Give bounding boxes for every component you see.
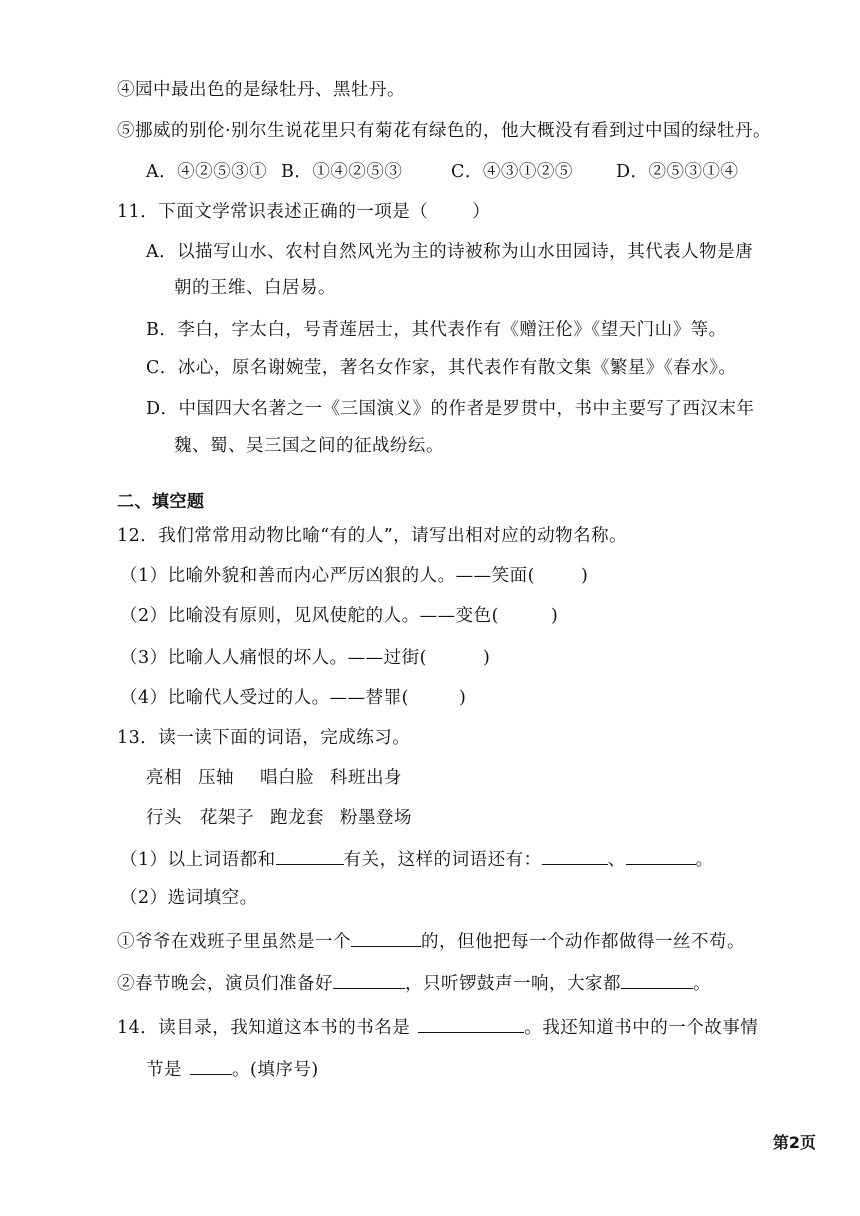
q14-plot-blank[interactable]	[190, 1056, 232, 1075]
word: 亮相	[146, 768, 182, 788]
q14-line-1	[117, 1014, 758, 1040]
q13-word-row-1	[146, 766, 402, 790]
q14-book-title-blank[interactable]	[418, 1014, 524, 1033]
paren-close: )	[482, 648, 491, 668]
paren-close: )	[580, 566, 589, 586]
page-number: 第2页	[772, 1133, 816, 1152]
q12-item-text: （1）比喻外貌和善而内心严厉凶狠的人。——笑面(	[120, 566, 535, 586]
word: 跑龙套	[270, 808, 324, 828]
q14-line-2	[146, 1056, 319, 1082]
q13-part1-blank-a[interactable]	[276, 846, 344, 865]
q13-part1-blank-c[interactable]	[626, 846, 696, 865]
section-title-fill-blank: 二、填空题	[117, 492, 205, 512]
q11-option-b[interactable]: B．李白，字太白，号青莲居士，其代表作有《赠汪伦》《望天门山》等。	[146, 320, 727, 340]
q11-paren-close: ）	[472, 202, 491, 222]
q11-option-a-line2: 朝的王维、白居易。	[174, 278, 336, 298]
sentence-text: ，只听锣鼓声一响，大家都	[405, 974, 621, 994]
q13-sentence1-blank[interactable]	[351, 928, 421, 947]
option-letter: C．	[451, 162, 483, 182]
period: 。	[695, 850, 714, 870]
q10-item-5: ⑤挪威的别伦·别尔生说花里只有菊花有绿色的，他大概没有看到过中国的绿牡丹。	[117, 121, 772, 141]
option-text: ②⑤③①④	[648, 162, 739, 182]
q10-option-d[interactable]	[616, 160, 739, 184]
q14-text: 节是	[146, 1060, 182, 1080]
q13-stem: 13．读一读下面的词语，完成练习。	[117, 728, 411, 748]
word: 粉墨登场	[340, 808, 412, 828]
separator: 、	[607, 850, 626, 870]
word: 压轴	[198, 768, 234, 788]
q10-item-4: ④园中最出色的是绿牡丹、黑牡丹。	[117, 80, 405, 100]
q13-word-row-2	[146, 806, 412, 830]
word: 唱白脸	[260, 768, 314, 788]
q12-item-text: （4）比喻代人受过的人。——替罪(	[120, 688, 409, 708]
q14-text: 14．读目录，我知道这本书的书名是	[117, 1018, 411, 1038]
sentence-text: 的，但他把每一个动作都做得一丝不苟。	[421, 932, 745, 952]
option-letter: A．	[146, 162, 178, 182]
q10-option-c[interactable]	[451, 160, 616, 184]
q11-option-d-line1[interactable]: D．中国四大名著之一《三国演义》的作者是罗贯中，书中主要写了西汉末年	[146, 399, 755, 419]
q12-item-text: （3）比喻人人痛恨的坏人。——过街(	[120, 648, 427, 668]
sentence-text: ②春节晚会，演员们准备好	[117, 974, 333, 994]
q11-option-c[interactable]: C．冰心，原名谢婉莹，著名女作家，其代表作有散文集《繁星》《春水》。	[146, 358, 737, 378]
q13-sentence-1	[117, 928, 745, 954]
q13-part1-text: 有关，这样的词语还有：	[343, 850, 542, 870]
q12-item-1	[120, 564, 588, 588]
q13-part-2: （2）选词填空。	[120, 888, 258, 908]
period: 。	[693, 974, 711, 994]
q14-text: 。我还知道书中的一个故事情	[524, 1018, 759, 1038]
q11-option-d-line2: 魏、蜀、吴三国之间的征战纷纭。	[174, 436, 444, 456]
q13-sentence2-blank-b[interactable]	[621, 970, 693, 989]
option-text: ①④②⑤③	[312, 162, 403, 182]
q13-part-1	[120, 846, 714, 872]
q13-part1-text: （1）以上词语都和	[120, 850, 276, 870]
option-letter: D．	[616, 162, 649, 182]
q12-item-3	[120, 646, 490, 670]
option-text: ④③①②⑤	[482, 162, 573, 182]
paren-close: )	[458, 688, 467, 708]
q10-option-b[interactable]	[281, 160, 451, 184]
word: 行头	[146, 808, 182, 828]
paren-close: )	[550, 606, 559, 626]
q13-sentence-2	[117, 970, 711, 996]
option-text: ④②⑤③①	[177, 162, 268, 182]
q12-item-4	[120, 686, 466, 710]
q12-item-text: （2）比喻没有原则，见风使舵的人。——变色(	[120, 606, 499, 626]
q13-part1-blank-b[interactable]	[542, 846, 608, 865]
option-letter: B．	[281, 162, 313, 182]
q13-sentence2-blank-a[interactable]	[333, 970, 405, 989]
q11-stem-text: 11．下面文学常识表述正确的一项是（	[117, 202, 429, 222]
sentence-text: ①爷爷在戏班子里虽然是一个	[117, 932, 351, 952]
q11-option-a-line1[interactable]: A．以描写山水、农村自然风光为主的诗被称为山水田园诗，其代表人物是唐	[146, 242, 754, 262]
q11-stem	[117, 200, 490, 224]
q12-stem: 12．我们常常用动物比喻“有的人”，请写出相对应的动物名称。	[117, 526, 628, 546]
word: 科班出身	[330, 768, 402, 788]
q10-options	[146, 160, 739, 184]
q10-option-a[interactable]	[146, 160, 281, 184]
word: 花架子	[200, 808, 254, 828]
q12-item-2	[120, 604, 558, 628]
q14-text: 。(填序号)	[232, 1060, 319, 1080]
